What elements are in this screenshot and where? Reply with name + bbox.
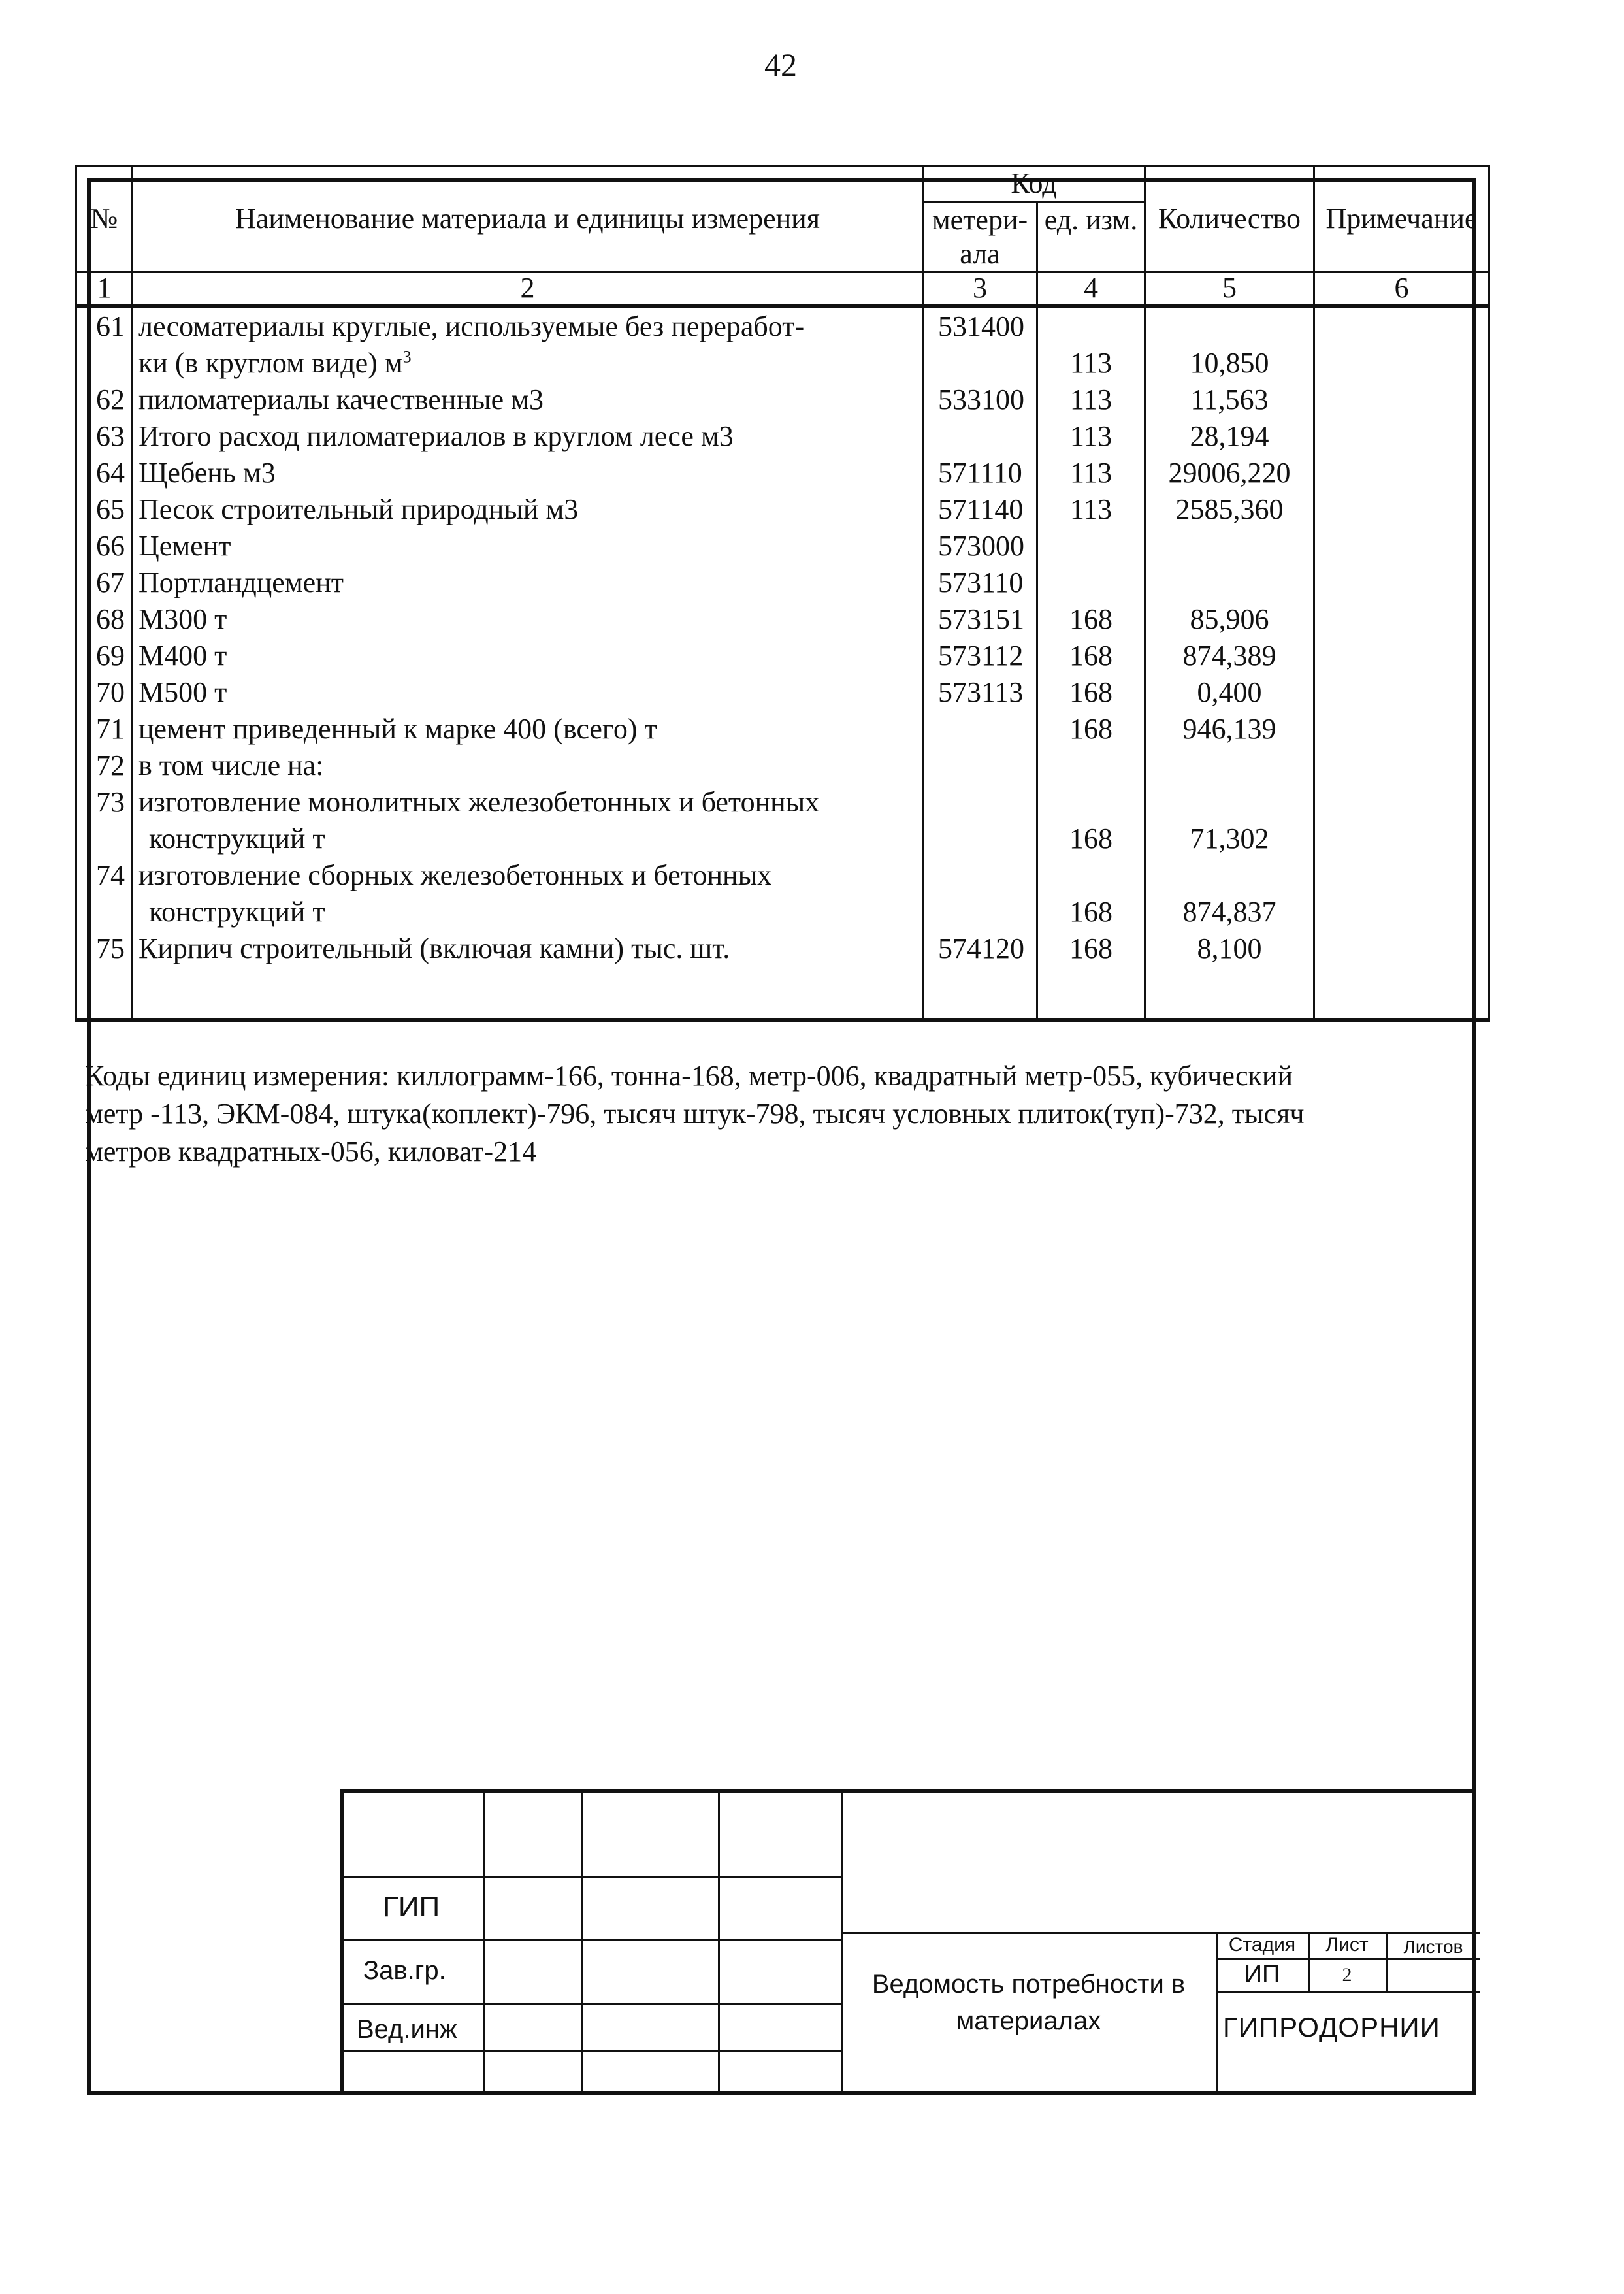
row-number: 73 [76,784,133,821]
row-note [1314,382,1489,418]
row-unit-code: 168 [1037,711,1145,747]
row-name-text: Итого расход пиломатериалов в круглом лесе м3 [138,420,734,452]
stamp-ved-inzh: Вед.инж [357,2015,457,2044]
row-material-code: 573112 [923,638,1037,674]
table-row [76,306,1489,345]
table-row [76,601,1489,638]
table-row [76,382,1489,418]
stamp-zav-gr: Зав.гр. [363,1956,446,1985]
row-number: 64 [76,455,133,491]
row-name-text: конструкций т [149,823,325,855]
row-quantity: 874,837 [1145,894,1314,930]
row-note [1314,418,1489,455]
row-number: 65 [76,491,133,528]
table-row [76,894,1489,930]
row-quantity: 28,194 [1145,418,1314,455]
stamp-stage-value: ИП [1244,1961,1280,1988]
row-quantity: 8,100 [1145,930,1314,967]
row-number [76,345,133,382]
row-name-text: М400 т [138,640,227,672]
row-name [133,565,923,601]
row-number [76,894,133,930]
row-number: 71 [76,711,133,747]
row-unit-code [1037,857,1145,894]
row-name [133,711,923,747]
row-unit-code [1037,306,1145,345]
row-name-superscript: 3 [402,347,412,367]
row-name-text: в том числе на: [138,749,324,781]
row-number: 66 [76,528,133,565]
units-note-line3: метров квадратных-056, киловат-214 [85,1136,537,1168]
row-material-code [923,784,1037,821]
row-quantity: 71,302 [1145,821,1314,857]
table-row [76,857,1489,894]
header-num: № [76,166,133,272]
row-name-text: М300 т [138,603,227,635]
column-number: 3 [923,272,1037,307]
row-name [133,747,923,784]
row-quantity: 10,850 [1145,345,1314,382]
column-number: 1 [76,272,133,307]
stamp-stage-label: Стадия [1228,1934,1296,1956]
row-quantity: 874,389 [1145,638,1314,674]
row-name-text: изготовление монолитных железобетонных и бетонных [138,786,820,818]
row-unit-code: 113 [1037,491,1145,528]
row-unit-code: 113 [1037,345,1145,382]
table-row [76,784,1489,821]
row-name-text: Щебень м3 [138,457,276,489]
row-material-code: 571110 [923,455,1037,491]
row-name-text: Портландцемент [138,566,344,598]
row-material-code [923,894,1037,930]
row-material-code [923,821,1037,857]
row-number: 62 [76,382,133,418]
row-number: 63 [76,418,133,455]
row-unit-code: 168 [1037,894,1145,930]
row-number: 74 [76,857,133,894]
row-material-code: 573110 [923,565,1037,601]
row-unit-code: 168 [1037,930,1145,967]
row-material-code: 573113 [923,674,1037,711]
stamp-doc-title-line2: материалах [956,2007,1101,2035]
row-name [133,894,923,930]
row-name-text: ки (в круглом виде) м [138,347,403,379]
table-row [76,638,1489,674]
row-note [1314,894,1489,930]
table-row [76,455,1489,491]
units-note-line1: Коды единиц измерения: киллограмм-166, тонна-168, метр-006, квадратный метр-055, кубический [85,1060,1293,1092]
row-number: 68 [76,601,133,638]
row-unit-code [1037,747,1145,784]
row-quantity: 946,139 [1145,711,1314,747]
row-name [133,638,923,674]
row-material-code: 531400 [923,306,1037,345]
row-name-text: Песок строительный природный м3 [138,493,579,525]
row-quantity [1145,565,1314,601]
row-name-text: Кирпич строительный (включая камни) тыс. шт. [138,932,730,964]
row-quantity: 2585,360 [1145,491,1314,528]
table-row [76,711,1489,747]
header-quantity: Количество [1145,166,1314,272]
row-name [133,784,923,821]
table-body [76,306,1489,1020]
row-name [133,601,923,638]
row-material-code: 533100 [923,382,1037,418]
row-note [1314,306,1489,345]
table-row [76,674,1489,711]
row-material-code: 573000 [923,528,1037,565]
row-unit-code: 168 [1037,601,1145,638]
header-code-unit: ед. изм. [1037,203,1145,272]
row-material-code: 571140 [923,491,1037,528]
stamp-organization: ГИПРОДОРНИИ [1223,2012,1440,2042]
row-note [1314,674,1489,711]
stamp-gip: ГИП [383,1891,440,1923]
header-code-material-line2: ала [960,238,1000,270]
row-number: 75 [76,930,133,967]
row-quantity: 11,563 [1145,382,1314,418]
column-number: 4 [1037,272,1145,307]
row-unit-code [1037,528,1145,565]
stamp-sheets-label: Листов [1403,1937,1463,1957]
row-name [133,674,923,711]
row-number [76,821,133,857]
row-note [1314,455,1489,491]
table-row [76,930,1489,967]
row-note [1314,784,1489,821]
header-code-material [923,203,1037,272]
row-name-text: Цемент [138,530,231,562]
row-name [133,491,923,528]
stamp-doc-title [841,1966,1216,2039]
row-number: 61 [76,306,133,345]
row-unit-code: 113 [1037,418,1145,455]
row-quantity: 29006,220 [1145,455,1314,491]
table-row [76,747,1489,784]
row-note [1314,528,1489,565]
column-number-row [76,272,1489,307]
row-quantity [1145,747,1314,784]
row-name [133,455,923,491]
row-unit-code: 168 [1037,821,1145,857]
row-note [1314,747,1489,784]
title-block [340,1789,1476,2095]
row-material-code: 574120 [923,930,1037,967]
row-quantity: 85,906 [1145,601,1314,638]
table-row-empty [76,967,1489,1020]
header-name: Наименование материала и единицы измерения [133,166,923,272]
row-name [133,528,923,565]
row-note [1314,857,1489,894]
row-name-text: конструкций т [149,896,325,928]
units-note [85,1057,1470,1171]
table-row [76,491,1489,528]
row-quantity: 0,400 [1145,674,1314,711]
row-unit-code [1037,784,1145,821]
column-number: 2 [133,272,923,307]
row-quantity [1145,857,1314,894]
row-quantity [1145,528,1314,565]
row-name [133,382,923,418]
header-note: Примечание [1314,166,1489,272]
stamp-doc-title-line1: Ведомость потребности в [871,1970,1186,1999]
row-material-code [923,345,1037,382]
row-name [133,821,923,857]
row-name [133,930,923,967]
column-number: 6 [1314,272,1489,307]
row-unit-code: 168 [1037,638,1145,674]
row-note [1314,601,1489,638]
row-material-code [923,418,1037,455]
row-name [133,345,923,382]
table-row [76,565,1489,601]
row-number: 72 [76,747,133,784]
row-note [1314,565,1489,601]
table-row [76,528,1489,565]
row-name-text: изготовление сборных железобетонных и бетонных [138,859,772,891]
row-unit-code: 113 [1037,455,1145,491]
row-name-text: лесоматериалы круглые, используемые без переработ- [138,310,805,342]
row-unit-code: 113 [1037,382,1145,418]
row-material-code [923,711,1037,747]
column-number: 5 [1145,272,1314,307]
row-name [133,857,923,894]
row-unit-code [1037,565,1145,601]
header-code-material-line1: метери- [932,204,1028,236]
row-note [1314,711,1489,747]
row-unit-code: 168 [1037,674,1145,711]
header-code: Код [923,166,1145,203]
row-name [133,306,923,345]
stamp-sheet-label: Лист [1325,1934,1369,1956]
row-quantity [1145,784,1314,821]
materials-table [75,165,1490,1022]
row-material-code: 573151 [923,601,1037,638]
row-name-text: цемент приведенный к марке 400 (всего) т [138,713,657,745]
table-row [76,345,1489,382]
units-note-line2: метр -113, ЭКМ-084, штука(коплект)-796, тысяч штук-798, тысяч условных плиток(туп)-732, тысяч [85,1098,1305,1130]
page-number: 42 [764,46,797,83]
table-row [76,821,1489,857]
row-note [1314,638,1489,674]
row-number: 70 [76,674,133,711]
row-material-code [923,857,1037,894]
row-number: 67 [76,565,133,601]
row-note [1314,345,1489,382]
row-material-code [923,747,1037,784]
stamp-sheet-value: 2 [1342,1964,1352,1986]
row-quantity [1145,306,1314,345]
row-name-text: пиломатериалы качественные м3 [138,384,544,416]
row-note [1314,821,1489,857]
row-name-text: М500 т [138,676,227,708]
row-note [1314,930,1489,967]
table-row [76,418,1489,455]
row-name [133,418,923,455]
row-note [1314,491,1489,528]
row-number: 69 [76,638,133,674]
